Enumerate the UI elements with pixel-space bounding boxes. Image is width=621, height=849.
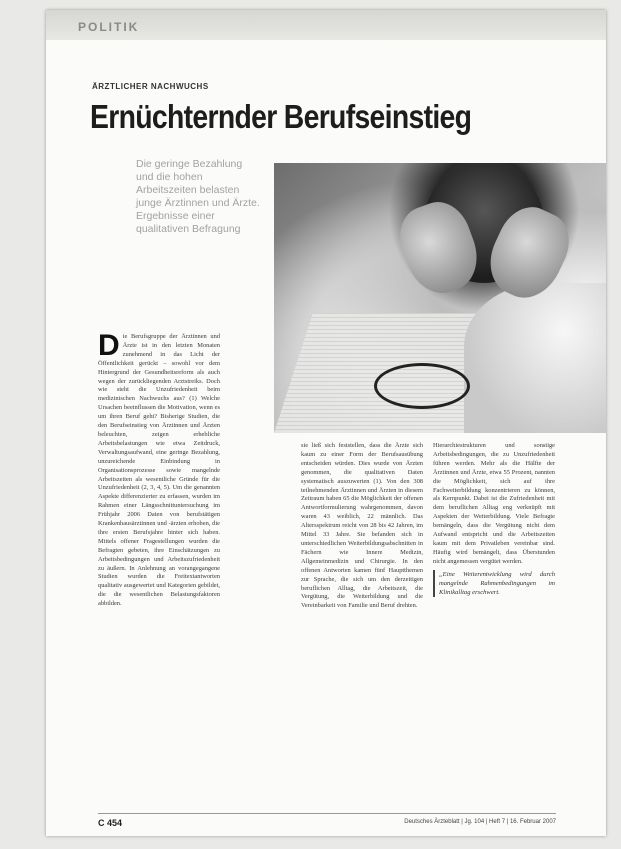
body-column-3 — [433, 442, 555, 810]
article-title: Ernüchternder Berufseinstieg — [90, 98, 472, 135]
section-label: POLITIK — [78, 20, 140, 34]
article-photo — [274, 163, 606, 433]
journal-citation: Deutsches Ärzteblatt | Jg. 104 | Heft 7 | 16. Februar 2007 — [404, 819, 556, 825]
page-number: C 454 — [98, 818, 123, 828]
photo-coat — [464, 283, 606, 433]
body-text-1: ie Berufsgruppe der Ärztinnen und Ärzte ist in den letzten Monaten zunehmend in das Licht der Öffentlichkeit gerückt – sowohl vor dem Hintergrund der Gesundheitsreform als auch wegen der zurückliegenden Arztstreiks. Doch wie steht die Unzufriedenheit beim medizinischen Nachwuchs aus? (1) Welche Ursachen beeinflussen die Motivation, wenn es um ihren Beruf geht? Bisherige Studien, die den Berufseinstieg von Ärztinnen und Ärzten beleuchten, zeigen erhebliche Arbeitsbelastungen wie etwa Zeitdruck, Verwaltungsaufwand, eine geringe Bezahlung, unzureichende Einbindung in Organisationsprozesse sowie mangelnde Arbeitszeiten als wesentliche Gründe für die Unzufriedenheit (2, 3, 4, 5). Um die genannten Aspekte differenzierter zu erfassen, wurden im Rahmen einer Längsschnittuntersuchung im Frühjahr 2006 Daten von berufstätigen Krankenhausärztinnen und -ärzten erhoben, die ihre ersten Berufsjahre hinter sich haben. Mittels offener Fragestellungen wurden die Befragten gebeten, ihre Einschätzungen zu Arbeitsbedingungen und Arbeitszufriedenheit zu äußern. In Anlehnung an vorangegangene Studien wurden die Freitextantworten qualitativ ausgewertet und Kategorien gebildet, die die wesentlichen Belastungsfaktoren abbilden. — [98, 333, 220, 608]
body-text-3: Hierarchiestrukturen und sonstige Arbeitsbedingungen, die zu Unzufriedenheit führen werden. Mehr als die Hälfte der Ärztinnen und Ärzte, etwa 55 Prozent, nannten die Möglichkeit, sich auf ihre Fachweiterbildung konzentrieren zu können, als Kernpunkt. Dabei ist die Zufriedenheit mit dem beruflichen Alltag eng verknüpft mit Aspekten der Weiterbildung. Viele Befragte bemängeln, dass die Vergütung nicht dem Aufwand entspricht und die Arbeitszeiten kaum mit dem Privatleben vereinbar sind. Häufig wird bemängelt, dass Überstunden nicht angemessen vergütet werden. — [433, 442, 555, 565]
article-kicker: ÄRZTLICHER NACHWUCHS — [92, 82, 209, 91]
body-column-2 — [301, 442, 423, 810]
body-text-2: sie ließ sich feststellen, dass die Ärzte sich kaum zu einer Form der Berufsausübung entscheiden würden. Dies wurde von Ärzten genommen, die qualitativen Daten systematisch auszuwerten (1). Von den 308 teilnehmenden Ärztinnen und Ärzten in diesem Zeitraum haben 65 die Möglichkeit der offenen Antwortformulierung wahrgenommen, davon waren 43 weiblich, 22 männlich. Das Altersspektrum reicht von 28 bis 42 Jahren, im Mittel 33 Jahre. Sie befanden sich in unterschiedlichen Weiterbildungsabschnitten in Fächern wie Innere Medizin, Allgemeinmedizin und Chirurgie. In den offenen Antworten kamen fünf Hauptthemen zur Sprache, die sich um den derzeitigen beruflichen Alltag, die Arbeitszeit, die Vergütung, die Weiterbildung und die Vereinbarkeit von Familie und Beruf drehten. — [301, 442, 423, 610]
article-lede: Die geringe Bezahlung und die hohen Arbeitszeiten belasten junge Ärztinnen und Ärzte. Ergebnisse einer qualitativen Befragung — [136, 158, 260, 235]
magazine-page — [46, 10, 606, 836]
stethoscope-icon — [374, 363, 470, 409]
drop-cap: D — [98, 333, 120, 362]
footer-rule — [98, 813, 556, 814]
pull-quote: „Eine Weiterentwicklung wird durch mangelnde Rahmenbedingungen im Klinikalltag erschwert. — [433, 570, 555, 597]
body-column-1 — [98, 333, 220, 809]
